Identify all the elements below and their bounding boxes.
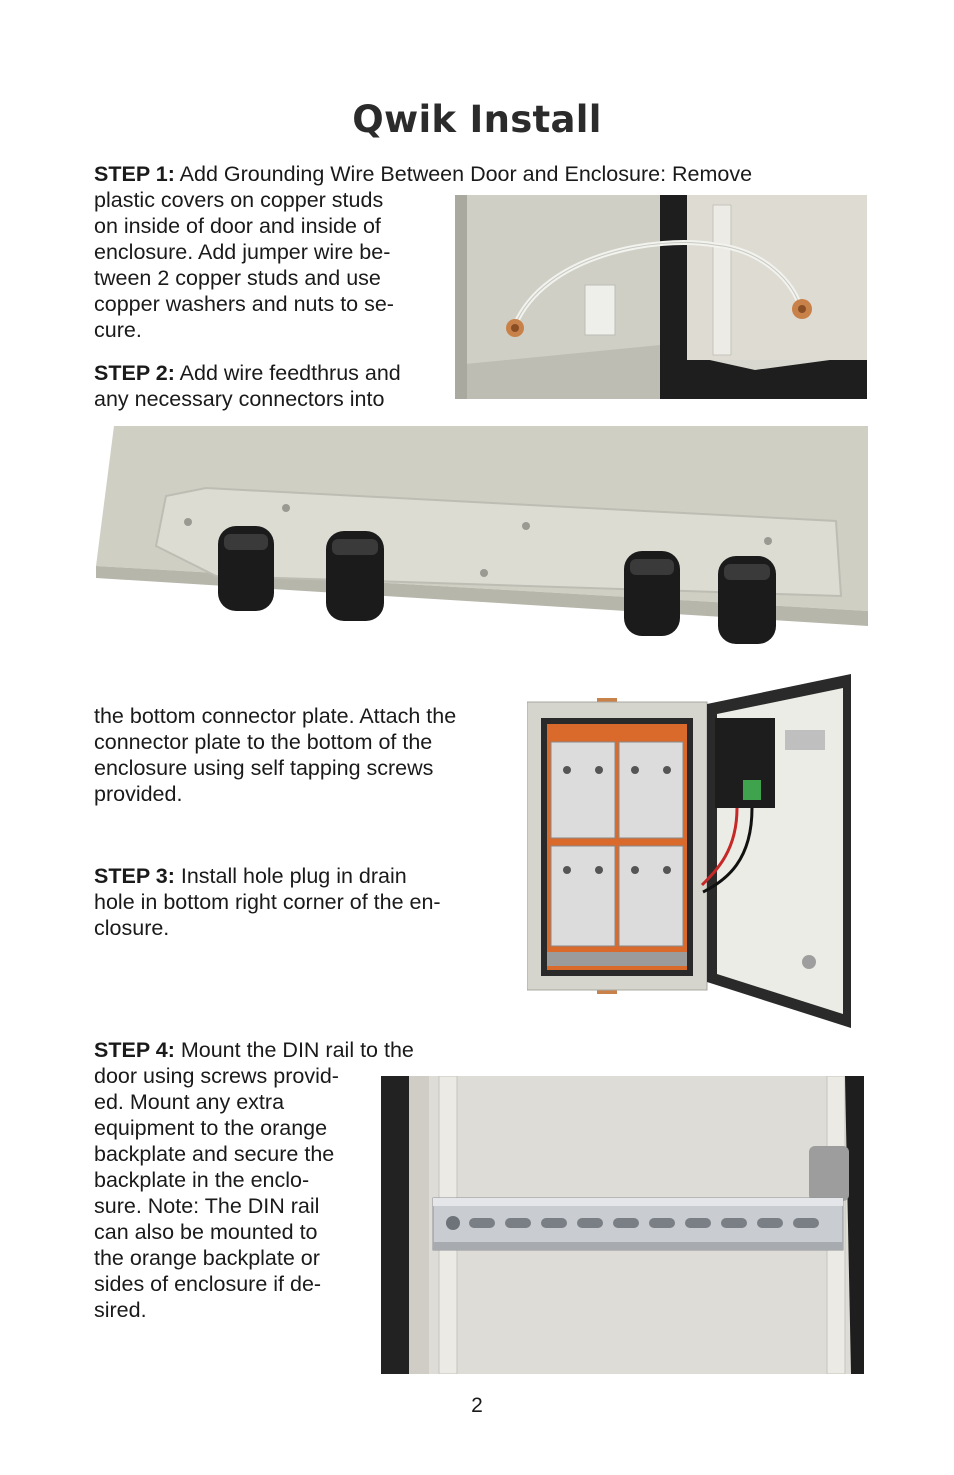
step1-line: on inside of door and inside of xyxy=(94,214,381,238)
step2-line: connector plate to the bottom of the xyxy=(94,730,433,754)
step1-line: cure. xyxy=(94,318,142,342)
step4-line: backplate and secure the xyxy=(94,1142,335,1166)
step2-line: the bottom connector plate. Attach the xyxy=(94,704,457,728)
step4-line: ed. Mount any extra xyxy=(94,1090,285,1114)
step4-line: equipment to the orange xyxy=(94,1116,328,1140)
step1-line: tween 2 copper studs and use xyxy=(94,266,381,290)
step2-line: any necessary connectors into xyxy=(94,387,385,411)
step2-continued xyxy=(94,703,514,807)
step4-line: sides of enclosure if de- xyxy=(94,1272,322,1296)
step4-body xyxy=(94,1063,379,1323)
step2-line: provided. xyxy=(94,782,183,806)
step4-label: STEP 4: xyxy=(94,1038,175,1062)
connector-plate-photo xyxy=(96,426,868,658)
step4-line: the orange backplate or xyxy=(94,1246,320,1270)
grounding-wire-photo xyxy=(455,195,867,399)
open-enclosure-photo xyxy=(527,670,851,1031)
step2-body xyxy=(94,360,454,412)
step4-line: sure. Note: The DIN rail xyxy=(94,1194,320,1218)
step1-line: plastic covers on copper studs xyxy=(94,188,384,212)
step4-line: sired. xyxy=(94,1298,147,1322)
step2-label: STEP 2: xyxy=(94,361,175,385)
step1-label: STEP 1: xyxy=(94,162,175,186)
step2-lead: Add wire feedthrus and xyxy=(179,361,401,385)
page-title: Qwik Install xyxy=(352,98,602,141)
page-number: 2 xyxy=(471,1394,483,1417)
step3-heading-line xyxy=(94,863,514,889)
step3-body xyxy=(94,863,514,941)
step1-body xyxy=(94,187,454,343)
step1-line: enclosure. Add jumper wire be- xyxy=(94,240,391,264)
step4-line: backplate in the enclo- xyxy=(94,1168,310,1192)
step2-line: enclosure using self tapping screws xyxy=(94,756,434,780)
step4-line: door using screws provid- xyxy=(94,1064,339,1088)
step3-line: hole in bottom right corner of the en- xyxy=(94,890,441,914)
step4-heading-line xyxy=(94,1037,514,1063)
step1-lead: Add Grounding Wire Between Door and Enclosure: Remove xyxy=(179,162,753,186)
step4-lead: Mount the DIN rail to the xyxy=(180,1038,414,1062)
step1-line: copper washers and nuts to se- xyxy=(94,292,394,316)
step2-heading-line xyxy=(94,360,454,386)
step3-lead: Install hole plug in drain xyxy=(180,864,407,888)
step3-line: closure. xyxy=(94,916,170,940)
step4-line: can also be mounted to xyxy=(94,1220,318,1244)
din-rail-photo xyxy=(381,1076,864,1374)
step1-heading-line xyxy=(94,161,874,187)
step3-label: STEP 3: xyxy=(94,864,175,888)
